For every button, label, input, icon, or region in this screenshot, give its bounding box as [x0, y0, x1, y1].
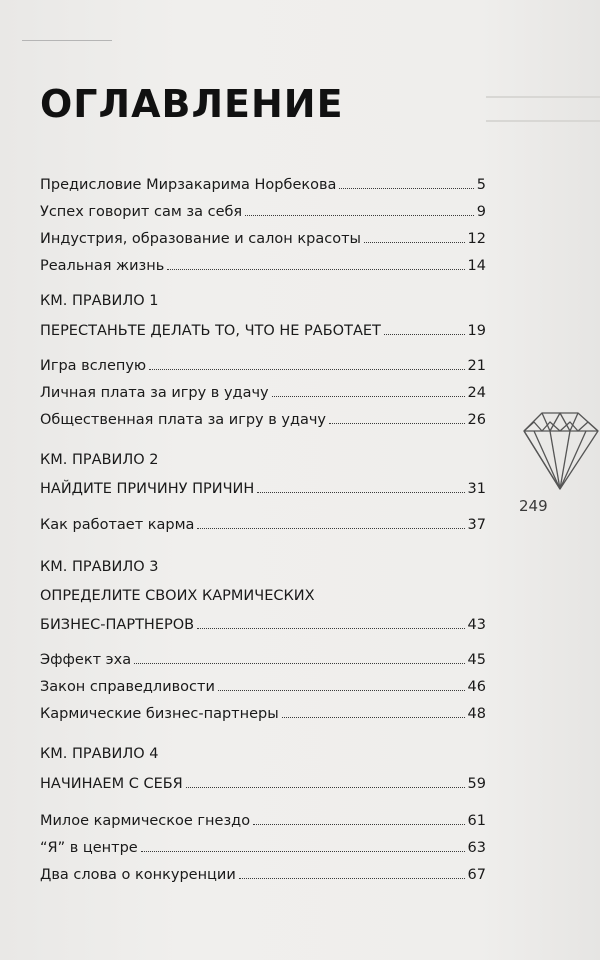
- toc-entry-label: НАЧИНАЕМ С СЕБЯ: [40, 776, 183, 792]
- section-heading: КМ. ПРАВИЛО 1: [40, 293, 159, 309]
- toc-entry-page: 24: [467, 385, 486, 401]
- toc-entry[interactable]: [40, 255, 486, 277]
- toc-entry-label: Реальная жизнь: [40, 258, 165, 274]
- toc-entry-label: Предисловие Мирзакарима Норбекова: [40, 177, 337, 193]
- dot-leader: [272, 382, 465, 397]
- toc-entry-label: Успех говорит сам за себя: [40, 204, 243, 220]
- toc-entry-label: Как работает карма: [40, 517, 195, 533]
- toc-entry-page: 43: [467, 617, 486, 633]
- toc-entry-label: БИЗНЕС-ПАРТНЕРОВ: [40, 617, 195, 633]
- toc-entry-page: 59: [467, 776, 486, 792]
- page-title: ОГЛАВЛЕНИЕ: [40, 82, 344, 126]
- toc-entry[interactable]: [40, 614, 486, 636]
- toc-entry[interactable]: [40, 837, 486, 859]
- toc-entry-page: 61: [467, 813, 486, 829]
- toc-entry[interactable]: [40, 478, 486, 500]
- toc-entry-page: 48: [467, 706, 486, 722]
- toc-entry[interactable]: [40, 864, 486, 886]
- toc-entry-page: 45: [467, 652, 486, 668]
- toc-entry-page: 67: [467, 867, 486, 883]
- dot-leader: [339, 174, 473, 189]
- toc-entry[interactable]: [40, 810, 486, 832]
- dot-leader: [197, 514, 464, 529]
- toc-entry[interactable]: [40, 320, 486, 342]
- dot-leader: [253, 810, 464, 825]
- toc-entry-page: 26: [467, 412, 486, 428]
- toc-entry-page: 21: [467, 358, 486, 374]
- dot-leader: [282, 703, 465, 718]
- toc-entry-page: 5: [476, 177, 486, 193]
- toc-entry[interactable]: [40, 676, 486, 698]
- page-number: 249: [519, 497, 548, 515]
- toc-entry-label: Милое кармическое гнездо: [40, 813, 251, 829]
- diamond-icon: [520, 405, 600, 491]
- section-heading: КМ. ПРАВИЛО 3: [40, 559, 159, 575]
- dot-leader: [197, 614, 464, 629]
- toc-entry-page: 63: [467, 840, 486, 856]
- toc-entry-label: Общественная плата за игру в удачу: [40, 412, 327, 428]
- toc-entry-label: Игра вслепую: [40, 358, 147, 374]
- dot-leader: [245, 201, 474, 216]
- toc-entry-page: 37: [467, 517, 486, 533]
- toc-entry[interactable]: [40, 649, 486, 671]
- dot-leader: [134, 649, 464, 664]
- toc-entry-page: 46: [467, 679, 486, 695]
- toc-entry[interactable]: [40, 174, 486, 196]
- dot-leader: [257, 478, 464, 493]
- toc-entry-label: Кармические бизнес-партнеры: [40, 706, 279, 722]
- toc-entry[interactable]: [40, 703, 486, 725]
- toc-entry-label: “Я” в центре: [40, 840, 138, 856]
- section-title-line: ОПРЕДЕЛИТЕ СВОИХ КАРМИЧЕСКИХ: [40, 588, 315, 604]
- dot-leader: [186, 773, 465, 788]
- dot-leader: [329, 409, 465, 424]
- toc-entry-label: Личная плата за игру в удачу: [40, 385, 269, 401]
- toc-entry-label: Эффект эха: [40, 652, 132, 668]
- show-through-line: [486, 120, 600, 122]
- toc-entry-label: ПЕРЕСТАНЬТЕ ДЕЛАТЬ ТО, ЧТО НЕ РАБОТАЕТ: [40, 323, 381, 339]
- toc-entry[interactable]: [40, 514, 486, 536]
- toc-entry-page: 19: [467, 323, 486, 339]
- toc-entry-label: Закон справедливости: [40, 679, 215, 695]
- toc-entry[interactable]: [40, 409, 486, 431]
- dot-leader: [218, 676, 465, 691]
- toc-entry[interactable]: [40, 773, 486, 795]
- running-head-rule: [22, 40, 112, 41]
- toc-entry-label: Индустрия, образование и салон красоты: [40, 231, 361, 247]
- toc-entry[interactable]: [40, 355, 486, 377]
- show-through-line: [486, 96, 600, 98]
- toc-entry-label: НАЙДИТЕ ПРИЧИНУ ПРИЧИН: [40, 481, 255, 497]
- toc-entry[interactable]: [40, 228, 486, 250]
- section-heading: КМ. ПРАВИЛО 2: [40, 452, 159, 468]
- toc-entry[interactable]: [40, 201, 486, 223]
- dot-leader: [239, 864, 465, 879]
- toc-entry-page: 14: [467, 258, 486, 274]
- dot-leader: [141, 837, 465, 852]
- toc-entry[interactable]: [40, 382, 486, 404]
- toc-entry-label: Два слова о конкуренции: [40, 867, 236, 883]
- toc-entry-page: 31: [467, 481, 486, 497]
- dot-leader: [167, 255, 464, 270]
- dot-leader: [384, 320, 465, 335]
- toc-entry-page: 12: [467, 231, 486, 247]
- section-heading: КМ. ПРАВИЛО 4: [40, 746, 159, 762]
- toc-entry-page: 9: [476, 204, 486, 220]
- dot-leader: [149, 355, 464, 370]
- dot-leader: [364, 228, 465, 243]
